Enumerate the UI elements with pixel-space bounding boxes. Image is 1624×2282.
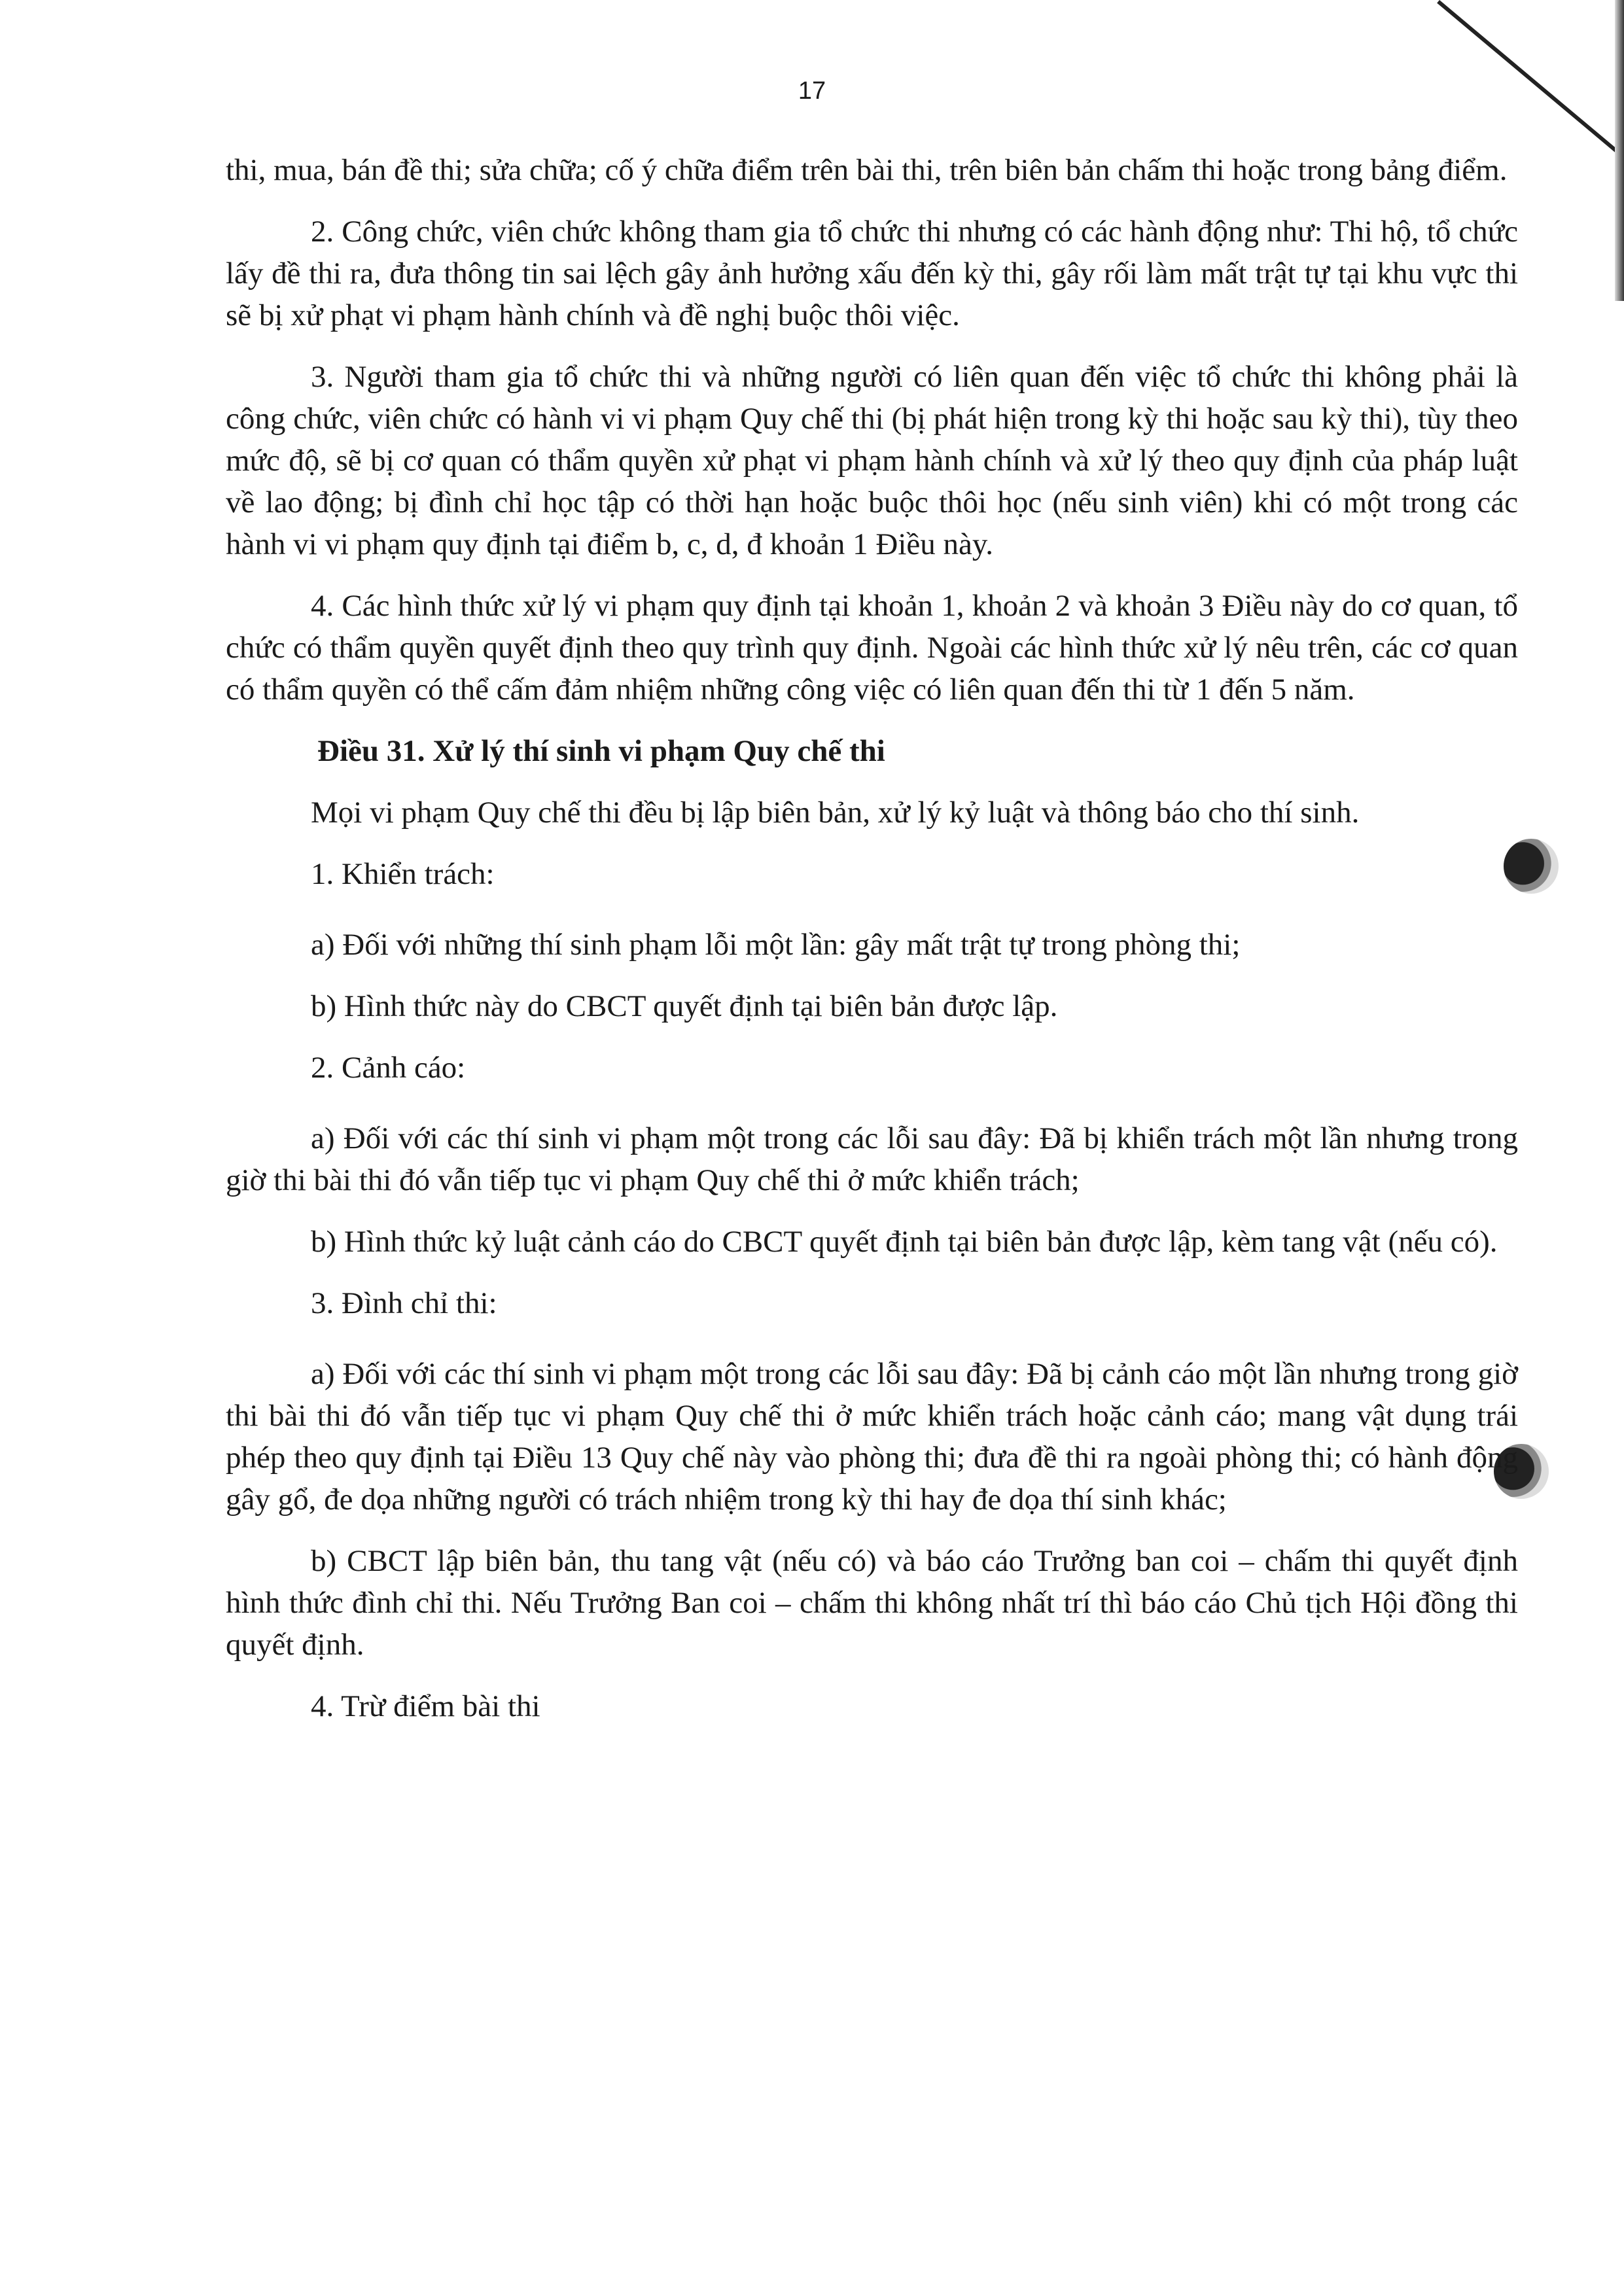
page-number: 17 [798,77,826,105]
section-2-item-b: b) Hình thức kỷ luật cảnh cáo do CBCT quyết định tại biên bản được lập, kèm tang vật (nếu có). [311,1225,1498,1259]
section-3-item-a: a) Đối với các thí sinh vi phạm một trong các lỗi sau đây: Đã bị cảnh cáo một lần nhưng trong giờ thi bài thi đó vẫn tiếp tục vi phạm Quy chế thi ở mức khiển trách hoặc cảnh cáo; mang vật dụng trái phép theo quy định tại Điều 13 Quy chế này vào phòng thi; đưa đề thi ra ngoài phòng thi; có hành động gây gổ, đe dọa những người có trách nhiệm trong kỳ thi hay đe dọa thí sinh khác; [226,1357,1518,1517]
paragraph-clause-3: 3. Người tham gia tổ chức thi và những người có liên quan đến việc tổ chức thi không phải là công chức, viên chức có hành vi vi phạm Quy chế thi (bị phát hiện trong kỳ thi hoặc sau kỳ thi), tùy theo mức độ, sẽ bị cơ quan có thẩm quyền xử phạt vi phạm hành chính và xử lý theo quy định của pháp luật về lao động; bị đình chỉ học tập có thời hạn hoặc buộc thôi học (nếu sinh viên) khi có một trong các hành vi vi phạm quy định tại điểm b, c, d, đ khoản 1 Điều này. [226,360,1518,561]
section-3-title: 3. Đình chỉ thi: [311,1286,497,1320]
scan-artifact-edge [1615,0,1624,301]
paragraph-clause-4: 4. Các hình thức xử lý vi phạm quy định tại khoản 1, khoản 2 và khoản 3 Điều này do cơ quan, tổ chức có thẩm quyền quyết định theo quy trình quy định. Ngoài các hình thức xử lý nêu trên, các cơ quan có thẩm quyền có thể cấm đảm nhiệm những công việc có liên quan đến thi từ 1 đến 5 năm. [226,589,1518,707]
section-3-item-b: b) CBCT lập biên bản, thu tang vật (nếu có) và báo cáo Trưởng ban coi – chấm thi quyết định hình thức đình chỉ thi. Nếu Trưởng Ban coi – chấm thi không nhất trí thì báo cáo Chủ tịch Hội đồng thi quyết định. [226,1544,1518,1662]
article-heading: Điều 31. Xử lý thí sinh vi phạm Quy chế thi [317,734,885,768]
section-4-title: 4. Trừ điểm bài thi [311,1689,540,1723]
section-2-item-a: a) Đối với các thí sinh vi phạm một trong các lỗi sau đây: Đã bị khiển trách một lần nhưng trong giờ thi bài thi đó vẫn tiếp tục vi phạm Quy chế thi ở mức khiển trách; [226,1121,1518,1197]
article-intro: Mọi vi phạm Quy chế thi đều bị lập biên bản, xử lý kỷ luật và thông báo cho thí sinh. [311,796,1360,830]
section-2-title: 2. Cảnh cáo: [311,1051,466,1085]
section-1-item-b: b) Hình thức này do CBCT quyết định tại biên bản được lập. [311,989,1058,1023]
document-body [226,149,1518,1756]
section-1-title: 1. Khiển trách: [311,857,495,891]
paragraph-continuation: thi, mua, bán đề thi; sửa chữa; cố ý chữa điểm trên bài thi, trên biên bản chấm thi hoặc trong bảng điểm. [226,153,1508,187]
section-1-item-a: a) Đối với những thí sinh phạm lỗi một lần: gây mất trật tự trong phòng thi; [311,928,1241,962]
paragraph-clause-2: 2. Công chức, viên chức không tham gia tổ chức thi nhưng có các hành động như: Thi hộ, tổ chức lấy đề thi ra, đưa thông tin sai lệch gây ảnh hưởng xấu đến kỳ thi, gây rối làm mất trật tự tại khu vực thi sẽ bị xử phạt vi phạm hành chính và đề nghị buộc thôi việc. [226,215,1518,332]
